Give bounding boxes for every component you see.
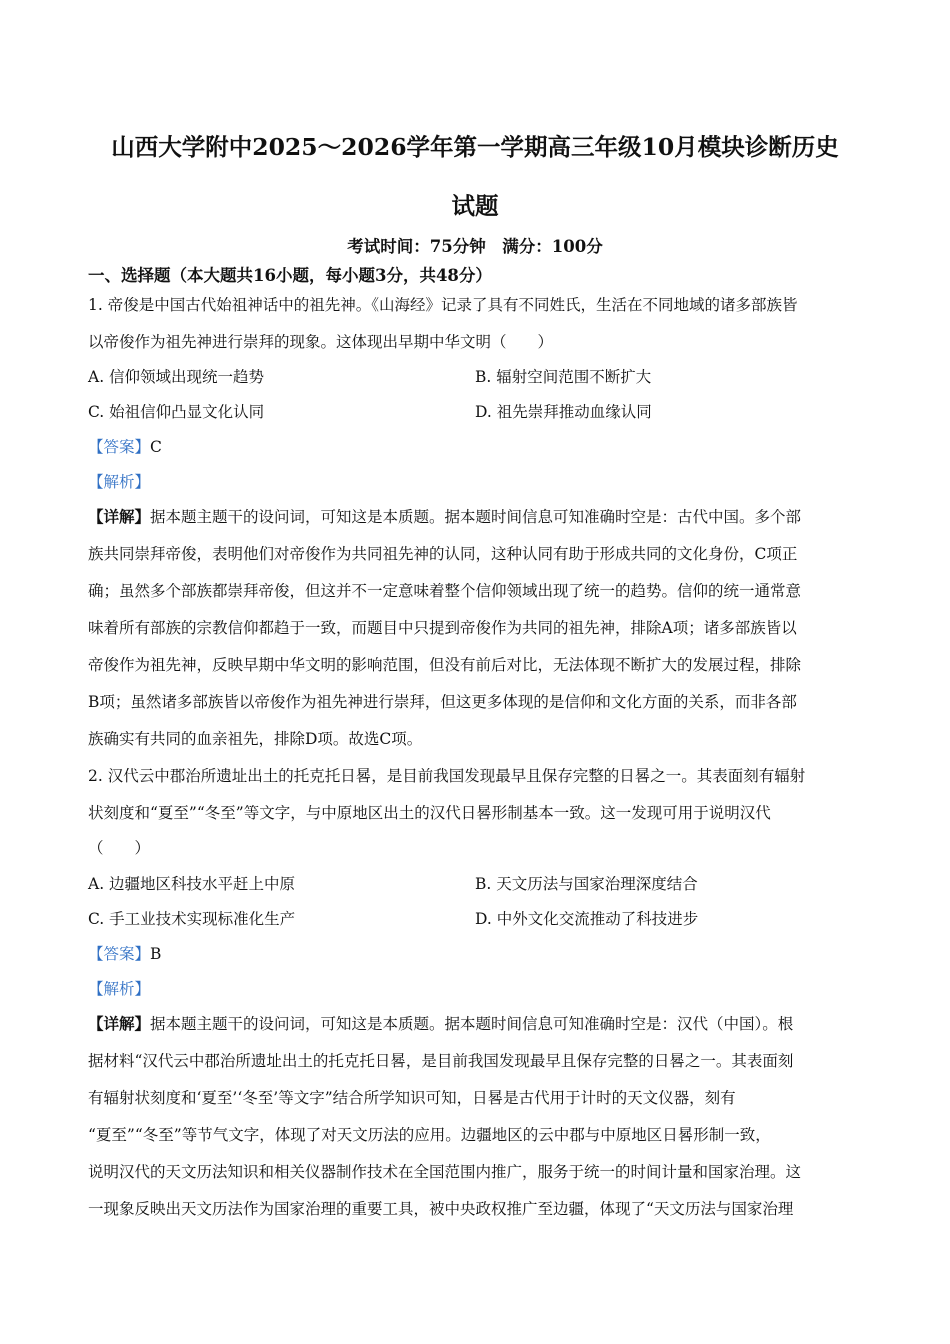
question-1-stem: 1. 帝俊是中国古代始祖神话中的祖先神。《山海经》记录了具有不同姓氏，生活在不同地域的诸多部族皆 xyxy=(88,296,798,314)
answer-value: B xyxy=(150,945,162,963)
question-1-detail: B项；虽然诸多部族皆以帝俊作为祖先神进行崇拜，但这更多体现的是信仰和文化方面的关系，而非各部 xyxy=(88,693,797,711)
question-2-detail xyxy=(88,1012,863,1034)
question-1-detail: 确；虽然多个部族都崇拜帝俊，但这并不一定意味着整个信仰领域出现了统一的趋势。信仰的统一通常意 xyxy=(88,582,802,600)
question-1-option-b: B. 辐射空间范围不断扩大 xyxy=(475,368,652,386)
exam-info: 考试时间：75分钟 满分：100分 xyxy=(347,237,603,256)
question-1-detail: 族共同崇拜帝俊，表明他们对帝俊作为共同祖先神的认同，这种认同有助于形成共同的文化身份，C项正 xyxy=(88,545,798,563)
question-1-detail xyxy=(88,505,863,527)
question-2-detail: 有辐射状刻度和‘夏至’‘冬至’等文字”结合所学知识可知，日晷是古代用于计时的天文仪器，刻有 xyxy=(88,1089,736,1107)
question-2-stem: 2. 汉代云中郡治所遗址出土的托克托日晷，是目前我国发现最早且保存完整的日晷之一。其表面刻有辐射 xyxy=(88,767,806,785)
question-2-stem: 状刻度和“夏至”“冬至”等文字，与中原地区出土的汉代日晷形制基本一致。这一发现可用于说明汉代 xyxy=(88,804,771,822)
question-1-detail: 帝俊作为祖先神，反映早期中华文明的影响范围，但没有前后对比，无法体现不断扩大的发展过程，排除 xyxy=(88,656,802,674)
question-2-option-b: B. 天文历法与国家治理深度结合 xyxy=(475,875,698,893)
question-2-answer xyxy=(88,942,863,964)
detail-tag: 【详解】 xyxy=(88,507,151,526)
question-1-stem: 以帝俊作为祖先神进行崇拜的现象。这体现出早期中华文明（ ） xyxy=(88,333,554,351)
section-heading: 一、选择题（本大题共16小题，每小题3分，共48分） xyxy=(88,266,492,285)
question-2-detail: 据材料“汉代云中郡治所遗址出土的托克托日晷，是目前我国发现最早且保存完整的日晷之一。其表面刻 xyxy=(88,1052,794,1070)
question-2-stem: （ ） xyxy=(88,839,151,857)
question-2-analysis-tag: 【解析】 xyxy=(88,980,151,998)
question-2-detail: 一现象反映出天文历法作为国家治理的重要工具，被中央政权推广至边疆，体现了“天文历法与国家治理 xyxy=(88,1200,794,1218)
question-1-option-a: A. 信仰领域出现统一趋势 xyxy=(88,368,265,386)
detail-tag: 【详解】 xyxy=(88,1014,151,1033)
question-1-detail: 族确实有共同的血亲祖先，排除D项。故选C项。 xyxy=(88,730,423,748)
detail-text: 据本题主题干的设问词，可知这是本质题。据本题时间信息可知准确时空是：古代中国。多个部 xyxy=(150,508,802,526)
question-1-analysis-tag: 【解析】 xyxy=(88,473,151,491)
question-2-detail: “夏至”“冬至”等节气文字，体现了对天文历法的应用。边疆地区的云中郡与中原地区日晷形制一致， xyxy=(88,1126,771,1144)
answer-value: C xyxy=(150,438,162,456)
detail-text: 据本题主题干的设问词，可知这是本质题。据本题时间信息可知准确时空是：汉代（中国）。根 xyxy=(150,1015,794,1033)
page-title-continued: 试题 xyxy=(451,192,499,220)
question-2-option-d: D. 中外文化交流推动了科技进步 xyxy=(475,910,699,928)
question-2-option-c: C. 手工业技术实现标准化生产 xyxy=(88,910,296,928)
answer-tag: 【答案】 xyxy=(88,438,151,456)
page-title: 山西大学附中2025～2026学年第一学期高三年级10月模块诊断历史 xyxy=(111,133,839,161)
question-2-option-a: A. 边疆地区科技水平赶上中原 xyxy=(88,875,296,893)
question-1-option-c: C. 始祖信仰凸显文化认同 xyxy=(88,403,265,421)
question-2-detail: 说明汉代的天文历法知识和相关仪器制作技术在全国范围内推广，服务于统一的时间计量和国家治理。这 xyxy=(88,1163,802,1181)
question-1-option-d: D. 祖先崇拜推动血缘认同 xyxy=(475,403,652,421)
question-1-detail: 味着所有部族的宗教信仰都趋于一致，而题目中只提到帝俊作为共同的祖先神，排除A项；诸多部族皆以 xyxy=(88,619,797,637)
question-1-answer xyxy=(88,435,863,457)
answer-tag: 【答案】 xyxy=(88,945,151,963)
